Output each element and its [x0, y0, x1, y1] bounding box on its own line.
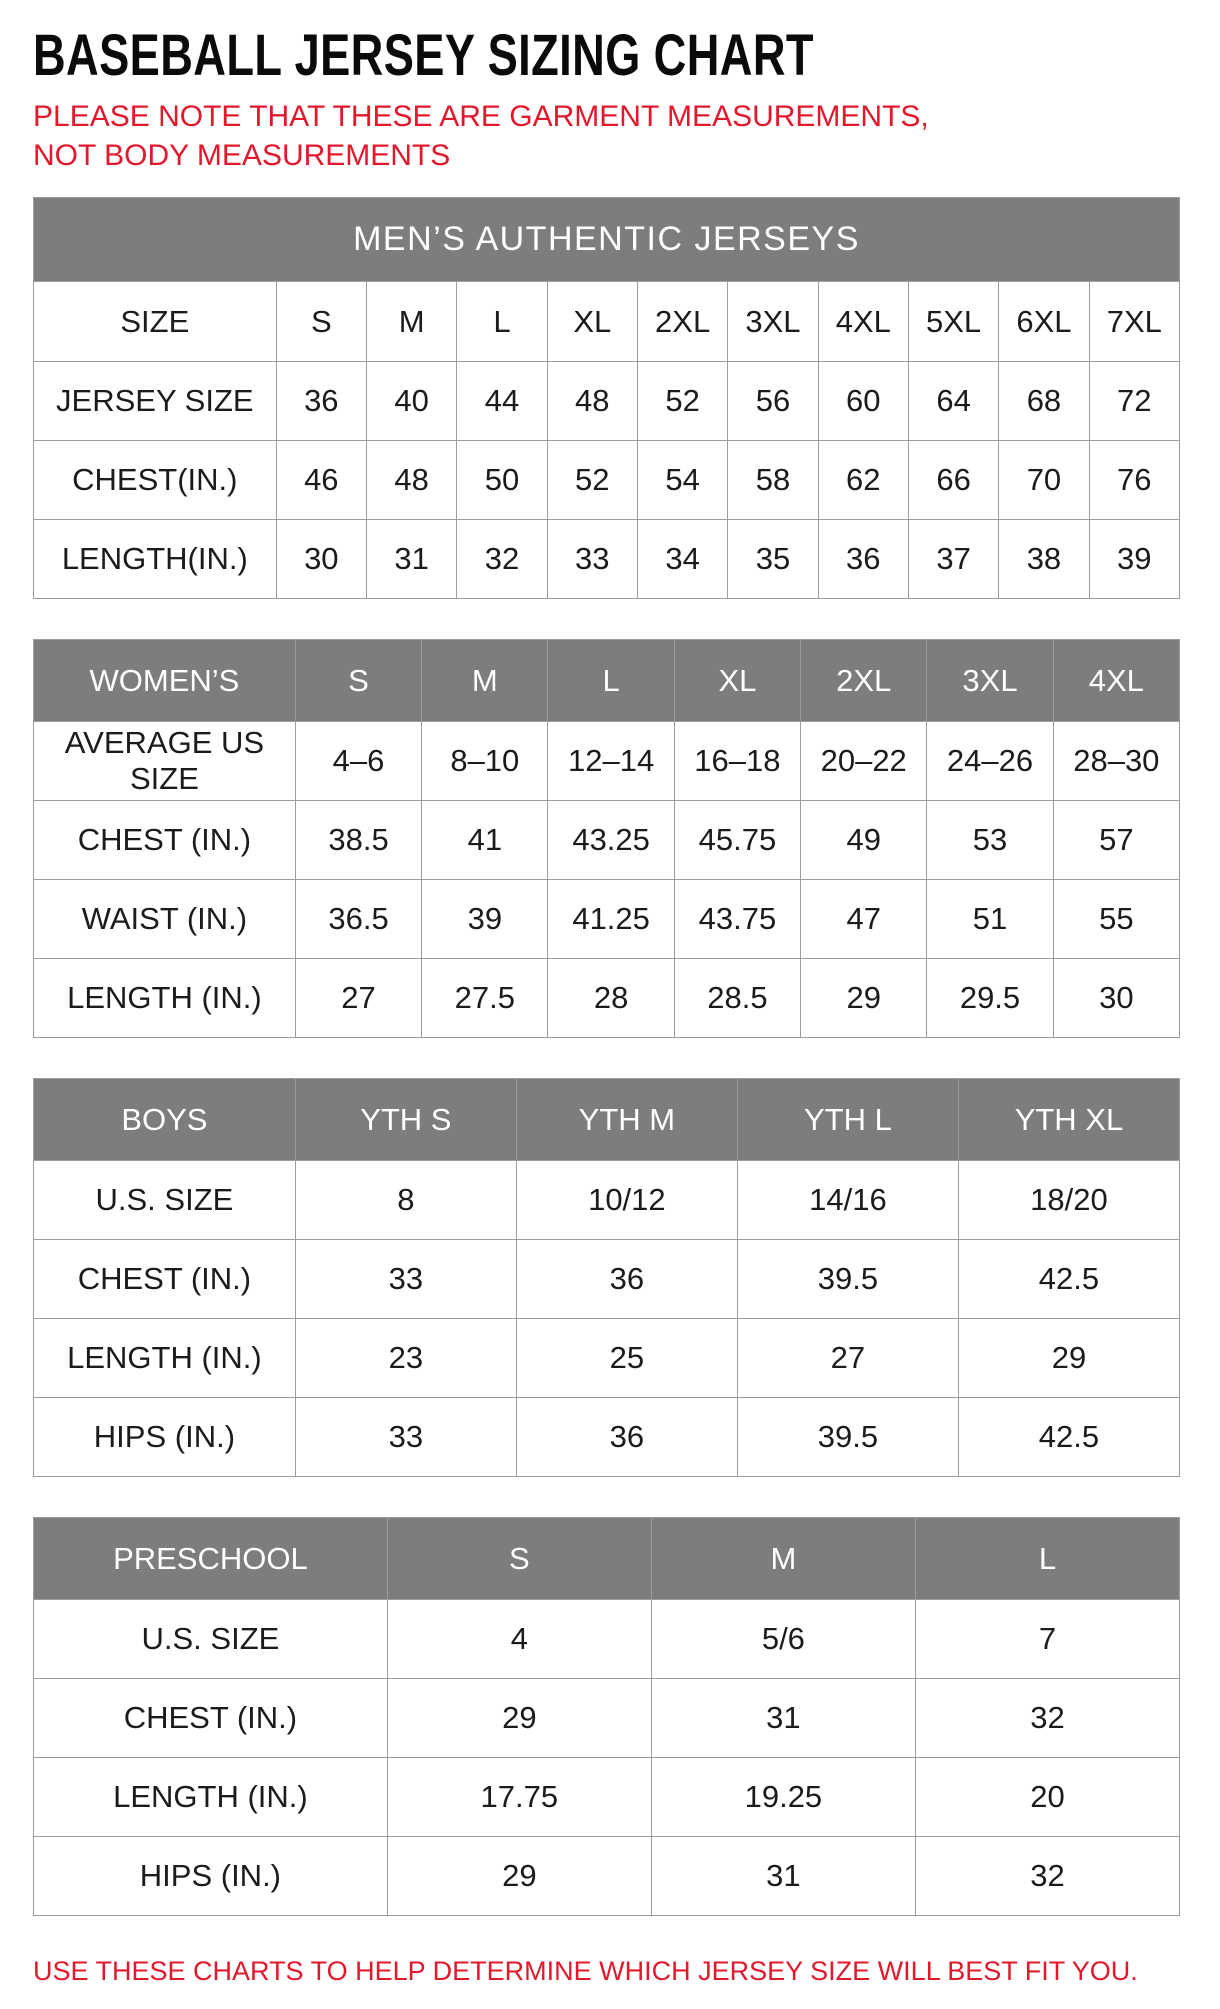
size-column-header: XL [547, 281, 637, 361]
row-label: AVERAGE US SIZE [34, 721, 296, 800]
measurement-cell: 27 [737, 1318, 958, 1397]
page-title-text: BASEBALL JERSEY SIZING CHART [33, 23, 814, 88]
measurement-cell: 32 [915, 1836, 1179, 1915]
measurement-cell: 28 [548, 958, 674, 1037]
measurement-cell: 56 [728, 361, 818, 440]
measurement-cell: 44 [457, 361, 547, 440]
boys-jerseys-table [33, 1078, 1180, 1477]
size-column-header: 3XL [927, 639, 1053, 721]
measurement-cell: 38 [999, 519, 1089, 598]
table-row [34, 361, 1180, 440]
header-label-cell: PRESCHOOL [34, 1517, 388, 1599]
measurement-cell: 42.5 [958, 1397, 1179, 1476]
size-column-header: L [548, 639, 674, 721]
size-column-header: XL [674, 639, 800, 721]
measurement-cell: 5/6 [651, 1599, 915, 1678]
table-row [34, 519, 1180, 598]
measurement-cell: 8–10 [422, 721, 548, 800]
measurement-cell: 17.75 [387, 1757, 651, 1836]
page-title [33, 23, 1180, 88]
measurement-cell: 10/12 [516, 1160, 737, 1239]
measurement-cell: 35 [728, 519, 818, 598]
measurement-cell: 4–6 [295, 721, 421, 800]
table-row [34, 1239, 1180, 1318]
table-row [34, 1160, 1180, 1239]
table-row [34, 958, 1180, 1037]
measurement-cell: 24–26 [927, 721, 1053, 800]
row-label: U.S. SIZE [34, 1160, 296, 1239]
measurement-cell: 36 [818, 519, 908, 598]
fit-advice-footer: USE THESE CHARTS TO HELP DETERMINE WHICH JERSEY SIZE WILL BEST FIT YOU. [33, 1955, 1138, 1986]
measurement-cell: 48 [366, 440, 456, 519]
table-banner-cell: MEN’S AUTHENTIC JERSEYS [34, 197, 1180, 281]
measurement-cell: 27 [295, 958, 421, 1037]
row-label: CHEST (IN.) [34, 800, 296, 879]
measurement-cell: 20 [915, 1757, 1179, 1836]
measurement-cell: 31 [366, 519, 456, 598]
measurement-cell: 36 [516, 1397, 737, 1476]
table-row [34, 1599, 1180, 1678]
measurement-cell: 45.75 [674, 800, 800, 879]
table-row [34, 1757, 1180, 1836]
size-column-header: 4XL [1053, 639, 1179, 721]
header-row [34, 1517, 1180, 1599]
measurement-cell: 19.25 [651, 1757, 915, 1836]
measurement-cell: 4 [387, 1599, 651, 1678]
measurement-cell: 62 [818, 440, 908, 519]
size-column-header: YTH M [516, 1078, 737, 1160]
size-column-header: M [422, 639, 548, 721]
row-label: WAIST (IN.) [34, 879, 296, 958]
measurement-cell: 29 [958, 1318, 1179, 1397]
table-banner-row [34, 197, 1180, 281]
measurement-cell: 34 [637, 519, 727, 598]
table-row [34, 1397, 1180, 1476]
measurement-cell: 43.25 [548, 800, 674, 879]
measurement-cell: 30 [1053, 958, 1179, 1037]
table-row [34, 1318, 1180, 1397]
measurement-cell: 47 [801, 879, 927, 958]
size-column-header: 3XL [728, 281, 818, 361]
measurement-cell: 53 [927, 800, 1053, 879]
measurement-cell: 8 [295, 1160, 516, 1239]
measurement-cell: 66 [908, 440, 998, 519]
header-label-cell: BOYS [34, 1078, 296, 1160]
size-column-header: L [915, 1517, 1179, 1599]
measurement-cell: 30 [276, 519, 366, 598]
measurement-cell: 49 [801, 800, 927, 879]
measurement-cell: 29 [801, 958, 927, 1037]
measurement-cell: 29 [387, 1678, 651, 1757]
row-label: HIPS (IN.) [34, 1836, 388, 1915]
size-column-header: 2XL [801, 639, 927, 721]
measurement-cell: 31 [651, 1678, 915, 1757]
size-column-header: S [276, 281, 366, 361]
measurement-cell: 43.75 [674, 879, 800, 958]
measurement-cell: 76 [1089, 440, 1179, 519]
measurement-cell: 29 [387, 1836, 651, 1915]
size-column-header: M [366, 281, 456, 361]
row-label: LENGTH (IN.) [34, 958, 296, 1037]
table-row [34, 721, 1180, 800]
size-column-header: 6XL [999, 281, 1089, 361]
table-row [34, 800, 1180, 879]
measurement-cell: 20–22 [801, 721, 927, 800]
measurement-cell: 25 [516, 1318, 737, 1397]
measurement-cell: 31 [651, 1836, 915, 1915]
measurement-cell: 18/20 [958, 1160, 1179, 1239]
measurement-cell: 60 [818, 361, 908, 440]
measurement-cell: 12–14 [548, 721, 674, 800]
size-column-header: YTH L [737, 1078, 958, 1160]
table-row [34, 440, 1180, 519]
measurement-cell: 54 [637, 440, 727, 519]
size-column-header: 5XL [908, 281, 998, 361]
header-row [34, 281, 1180, 361]
measurement-cell: 38.5 [295, 800, 421, 879]
size-column-header: 2XL [637, 281, 727, 361]
measurement-cell: 33 [547, 519, 637, 598]
measurement-cell: 55 [1053, 879, 1179, 958]
measurement-cell: 39 [422, 879, 548, 958]
measurement-cell: 36 [276, 361, 366, 440]
measurement-cell: 58 [728, 440, 818, 519]
measurement-cell: 48 [547, 361, 637, 440]
measurement-cell: 7 [915, 1599, 1179, 1678]
size-column-header: S [387, 1517, 651, 1599]
measurement-cell: 52 [637, 361, 727, 440]
measurement-cell: 50 [457, 440, 547, 519]
row-label: CHEST(IN.) [34, 440, 277, 519]
measurement-cell: 27.5 [422, 958, 548, 1037]
measurement-cell: 33 [295, 1397, 516, 1476]
measurement-cell: 36.5 [295, 879, 421, 958]
size-column-header: L [457, 281, 547, 361]
size-column-header: M [651, 1517, 915, 1599]
row-label: JERSEY SIZE [34, 361, 277, 440]
table-row [34, 1836, 1180, 1915]
measurement-cell: 28–30 [1053, 721, 1179, 800]
size-column-header: 4XL [818, 281, 908, 361]
row-label: U.S. SIZE [34, 1599, 388, 1678]
header-row [34, 1078, 1180, 1160]
mens-jerseys-table [33, 197, 1180, 599]
measurement-cell: 39 [1089, 519, 1179, 598]
measurement-cell: 68 [999, 361, 1089, 440]
preschool-jerseys-table [33, 1517, 1180, 1916]
measurement-cell: 72 [1089, 361, 1179, 440]
row-label: HIPS (IN.) [34, 1397, 296, 1476]
size-column-header: S [295, 639, 421, 721]
womens-jerseys-table [33, 639, 1180, 1038]
measurement-cell: 70 [999, 440, 1089, 519]
row-label: LENGTH(IN.) [34, 519, 277, 598]
measurement-cell: 28.5 [674, 958, 800, 1037]
garment-note: PLEASE NOTE THAT THESE ARE GARMENT MEASUREMENTS, NOT BODY MEASUREMENTS [33, 99, 929, 172]
measurement-cell: 32 [915, 1678, 1179, 1757]
measurement-cell: 33 [295, 1239, 516, 1318]
size-column-header: YTH S [295, 1078, 516, 1160]
size-column-header: YTH XL [958, 1078, 1179, 1160]
row-label: LENGTH (IN.) [34, 1757, 388, 1836]
measurement-cell: 64 [908, 361, 998, 440]
table-row [34, 879, 1180, 958]
measurement-cell: 39.5 [737, 1239, 958, 1318]
table-row [34, 1678, 1180, 1757]
measurement-cell: 29.5 [927, 958, 1053, 1037]
measurement-cell: 16–18 [674, 721, 800, 800]
header-row [34, 639, 1180, 721]
measurement-cell: 46 [276, 440, 366, 519]
measurement-cell: 41.25 [548, 879, 674, 958]
row-label: CHEST (IN.) [34, 1239, 296, 1318]
measurement-cell: 57 [1053, 800, 1179, 879]
row-label: CHEST (IN.) [34, 1678, 388, 1757]
measurement-cell: 41 [422, 800, 548, 879]
row-label: LENGTH (IN.) [34, 1318, 296, 1397]
measurement-cell: 39.5 [737, 1397, 958, 1476]
measurement-cell: 40 [366, 361, 456, 440]
measurement-cell: 42.5 [958, 1239, 1179, 1318]
header-label-cell: SIZE [34, 281, 277, 361]
measurement-cell: 37 [908, 519, 998, 598]
measurement-cell: 14/16 [737, 1160, 958, 1239]
measurement-cell: 51 [927, 879, 1053, 958]
measurement-cell: 23 [295, 1318, 516, 1397]
header-label-cell: WOMEN’S [34, 639, 296, 721]
measurement-cell: 32 [457, 519, 547, 598]
measurement-cell: 52 [547, 440, 637, 519]
measurement-cell: 36 [516, 1239, 737, 1318]
size-column-header: 7XL [1089, 281, 1179, 361]
